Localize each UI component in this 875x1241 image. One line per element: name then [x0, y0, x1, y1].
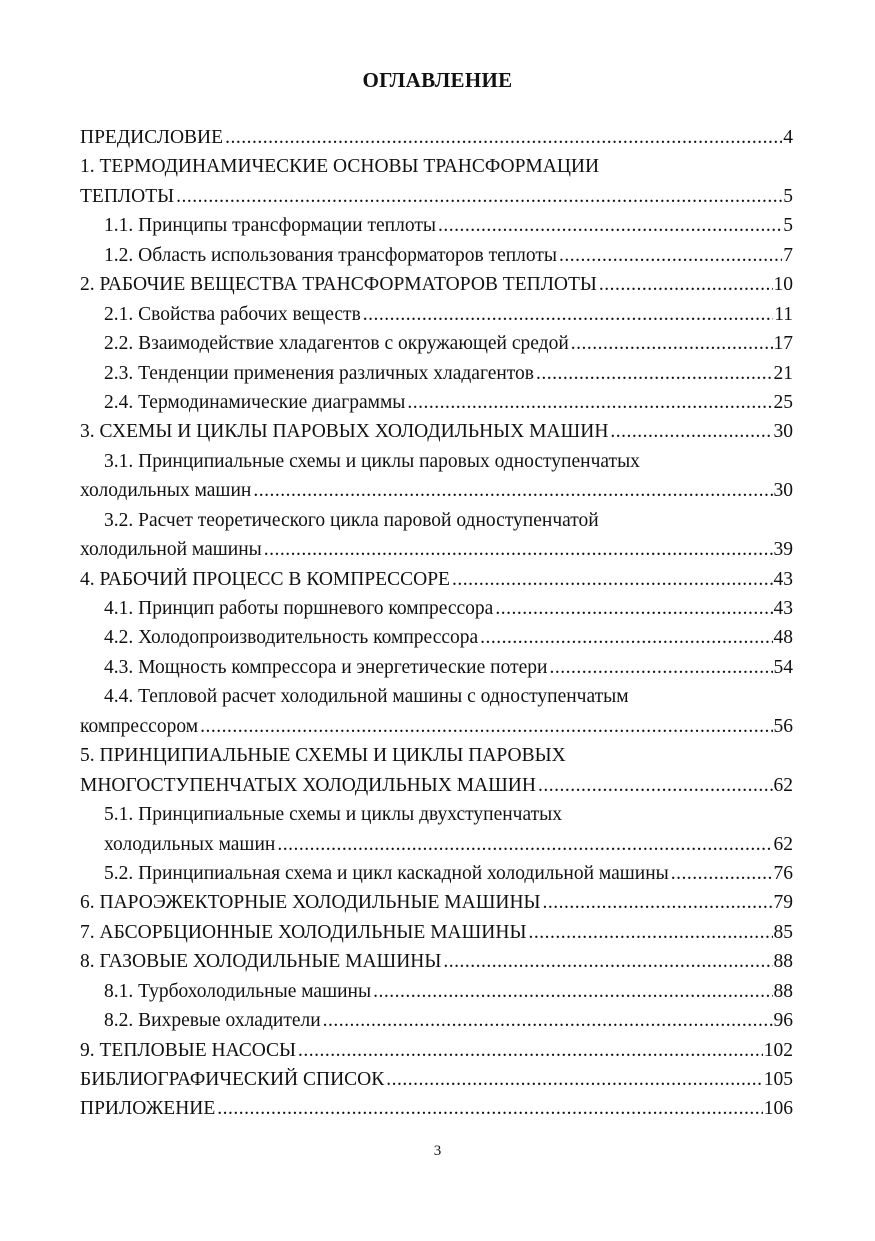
toc-entry-page: 48	[773, 627, 793, 649]
toc-entry[interactable]	[80, 623, 793, 652]
toc-entry[interactable]	[80, 359, 793, 388]
toc-entry[interactable]	[80, 977, 793, 1006]
dot-leader	[452, 565, 773, 594]
toc-entry-title: ПРЕДИСЛОВИЕ	[80, 127, 224, 148]
toc-entry-title: 6. ПАРОЭЖЕКТОРНЫЕ ХОЛОДИЛЬНЫЕ МАШИНЫ	[80, 892, 541, 914]
toc-entry-page: 43	[773, 568, 793, 590]
toc-entry-page: 54	[773, 656, 793, 678]
toc-entry-title: 3. СХЕМЫ И ЦИКЛЫ ПАРОВЫХ ХОЛОДИЛЬНЫХ МАШИН	[80, 421, 609, 443]
toc-entry[interactable]	[80, 594, 793, 623]
toc-entry-title: 3.2. Расчет теоретического цикла паровой одноступенчатой	[104, 509, 599, 531]
toc-entry-title: 8. ГАЗОВЫЕ ХОЛОДИЛЬНЫЕ МАШИНЫ	[80, 951, 442, 973]
toc-entry-page: 79	[773, 892, 793, 914]
toc-entry-title: 1.1. Принципы трансформации теплоты	[104, 215, 436, 237]
dot-leader	[528, 918, 772, 947]
toc-entry-title: 5. ПРИНЦИПИАЛЬНЫЕ СХЕМЫ И ЦИКЛЫ ПАРОВЫХ	[80, 745, 566, 767]
toc-entry[interactable]	[80, 741, 793, 770]
toc-entry[interactable]	[80, 918, 793, 947]
dot-leader	[438, 211, 782, 240]
toc-entry-title: 4.4. Тепловой расчет холодильной машины с одноступенчатым	[104, 686, 629, 708]
toc-entry-title: ПРИЛОЖЕНИЕ	[80, 1098, 216, 1120]
toc-entry-title: 2.2. Взаимодействие хладагентов с окружающей средой	[104, 333, 569, 355]
toc-entry-page: 56	[773, 715, 793, 737]
toc-entry-page: 105	[763, 1069, 793, 1090]
toc-entry-page: 17	[773, 333, 793, 355]
toc-entry[interactable]	[80, 182, 793, 211]
toc-entry-page: 85	[773, 921, 793, 943]
toc-entry-page: 96	[773, 1010, 793, 1032]
toc-entry-title: 2.1. Свойства рабочих веществ	[104, 303, 361, 325]
toc-entry[interactable]	[80, 270, 793, 299]
toc-entry-title: 4.2. Холодопроизводительность компрессора	[104, 627, 479, 649]
toc-entry[interactable]	[80, 771, 793, 800]
toc-entry[interactable]	[80, 329, 793, 358]
toc-entry-page: 43	[773, 598, 793, 619]
dot-leader	[536, 359, 772, 388]
dot-leader	[373, 977, 772, 1006]
dot-leader	[538, 771, 773, 800]
page-number: 3	[433, 1143, 442, 1159]
toc-entry[interactable]	[80, 859, 793, 888]
toc-entry-page: 25	[773, 391, 793, 413]
dot-leader	[386, 1065, 763, 1094]
dot-leader	[298, 1036, 763, 1065]
toc-entry[interactable]	[80, 830, 793, 859]
dot-leader	[480, 623, 772, 652]
page-title: ОГЛАВЛЕНИЕ	[362, 68, 513, 92]
toc-entry-title: 3.1. Принципиальные схемы и циклы паровых одноступенчатых	[104, 450, 640, 472]
toc-entry[interactable]	[80, 152, 793, 181]
dot-leader	[176, 182, 782, 211]
toc-entry[interactable]	[80, 1094, 793, 1123]
toc-entry[interactable]	[80, 888, 793, 917]
toc-entry[interactable]	[80, 123, 793, 152]
toc-entry-title: 5.1. Принципиальные схемы и циклы двухступенчатых	[104, 804, 563, 826]
toc-entry-page: 4	[783, 127, 793, 148]
toc-entry-title: холодильных машин	[80, 480, 252, 502]
toc-entry-page: 30	[773, 480, 793, 502]
toc-entry-page: 21	[773, 362, 793, 384]
toc-entry[interactable]	[80, 241, 793, 270]
dot-leader	[443, 947, 772, 976]
toc-entry[interactable]	[80, 476, 793, 505]
toc-entry-title: холодильных машин	[104, 833, 276, 855]
toc-entry-title: ТЕПЛОТЫ	[80, 185, 175, 207]
dot-leader	[217, 1094, 762, 1123]
toc-entry[interactable]	[80, 535, 793, 564]
toc-entry-title: 8.1. Турбохолодильные машины	[104, 980, 372, 1002]
toc-entry-title: 2.3. Тенденции применения различных хладагентов	[104, 362, 535, 384]
toc-entry-title: 4. РАБОЧИЙ ПРОЦЕСС В КОМПРЕССОРЕ	[80, 568, 450, 590]
toc-entry[interactable]	[80, 682, 793, 711]
toc-entry-page: 62	[773, 833, 793, 855]
toc-entry[interactable]	[80, 211, 793, 240]
dot-leader	[599, 270, 773, 299]
toc-entry[interactable]	[80, 447, 793, 476]
toc-entry[interactable]	[80, 712, 793, 741]
dot-leader	[253, 476, 772, 505]
toc-entry[interactable]	[80, 1036, 793, 1065]
toc-entry-title: 1. ТЕРМОДИНАМИЧЕСКИЕ ОСНОВЫ ТРАНСФОРМАЦИИ	[80, 156, 600, 178]
toc-entry-page: 102	[763, 1039, 793, 1061]
dot-leader	[323, 1006, 773, 1035]
toc-entry[interactable]	[80, 506, 793, 535]
dot-leader	[407, 388, 772, 417]
dot-leader	[264, 535, 773, 564]
toc-entry-page: 5	[783, 215, 793, 237]
toc-entry-title: 2. РАБОЧИЕ ВЕЩЕСТВА ТРАНСФОРМАТОРОВ ТЕПЛОТЫ	[80, 274, 597, 296]
table-of-contents	[80, 123, 793, 1124]
toc-entry-page: 106	[763, 1098, 793, 1120]
toc-entry[interactable]	[80, 653, 793, 682]
toc-entry-page: 88	[773, 951, 793, 973]
toc-entry-title: 2.4. Термодинамические диаграммы	[104, 391, 406, 413]
dot-leader	[277, 830, 772, 859]
toc-entry[interactable]	[80, 800, 793, 829]
toc-entry[interactable]	[80, 388, 793, 417]
dot-leader	[543, 888, 773, 917]
toc-entry[interactable]	[80, 417, 793, 446]
toc-entry-page: 88	[773, 980, 793, 1002]
toc-entry-page: 76	[773, 862, 793, 884]
toc-entry-page: 62	[773, 774, 793, 796]
dot-leader	[495, 594, 772, 623]
toc-entry-title: МНОГОСТУПЕНЧАТЫХ ХОЛОДИЛЬНЫХ МАШИН	[80, 774, 536, 796]
toc-entry[interactable]	[80, 565, 793, 594]
dot-leader	[363, 300, 773, 329]
toc-entry-title: 4.3. Мощность компрессора и энергетические потери	[104, 656, 548, 678]
toc-entry-title: 5.2. Принципиальная схема и цикл каскадной холодильной машины	[104, 862, 669, 884]
dot-leader	[559, 241, 782, 270]
dot-leader	[549, 653, 772, 682]
toc-entry-page: 11	[774, 303, 793, 325]
toc-entry-title: 7. АБСОРБЦИОННЫЕ ХОЛОДИЛЬНЫЕ МАШИНЫ	[80, 921, 527, 943]
toc-entry-page: 5	[783, 185, 793, 207]
toc-entry-title: 4.1. Принцип работы поршневого компрессора	[104, 598, 494, 619]
toc-entry-title: БИБЛИОГРАФИЧЕСКИЙ СПИСОК	[80, 1069, 385, 1090]
toc-entry-page: 39	[773, 539, 793, 561]
toc-entry-title: холодильной машины	[80, 539, 262, 561]
toc-entry-title: 1.2. Область использования трансформаторов теплоты	[104, 244, 558, 266]
toc-entry-title: 9. ТЕПЛОВЫЕ НАСОСЫ	[80, 1039, 297, 1061]
dot-leader	[200, 712, 772, 741]
toc-entry-page: 10	[773, 274, 793, 296]
dot-leader	[225, 123, 782, 152]
toc-entry-title: компрессором	[80, 715, 199, 737]
dot-leader	[571, 329, 773, 358]
toc-entry-title: 8.2. Вихревые охладители	[104, 1010, 321, 1032]
toc-entry[interactable]	[80, 947, 793, 976]
toc-entry-page: 30	[773, 421, 793, 443]
dot-leader	[610, 417, 772, 446]
toc-entry-page: 7	[783, 244, 793, 266]
toc-entry[interactable]	[80, 300, 793, 329]
dot-leader	[671, 859, 773, 888]
toc-entry[interactable]	[80, 1065, 793, 1094]
toc-entry[interactable]	[80, 1006, 793, 1035]
